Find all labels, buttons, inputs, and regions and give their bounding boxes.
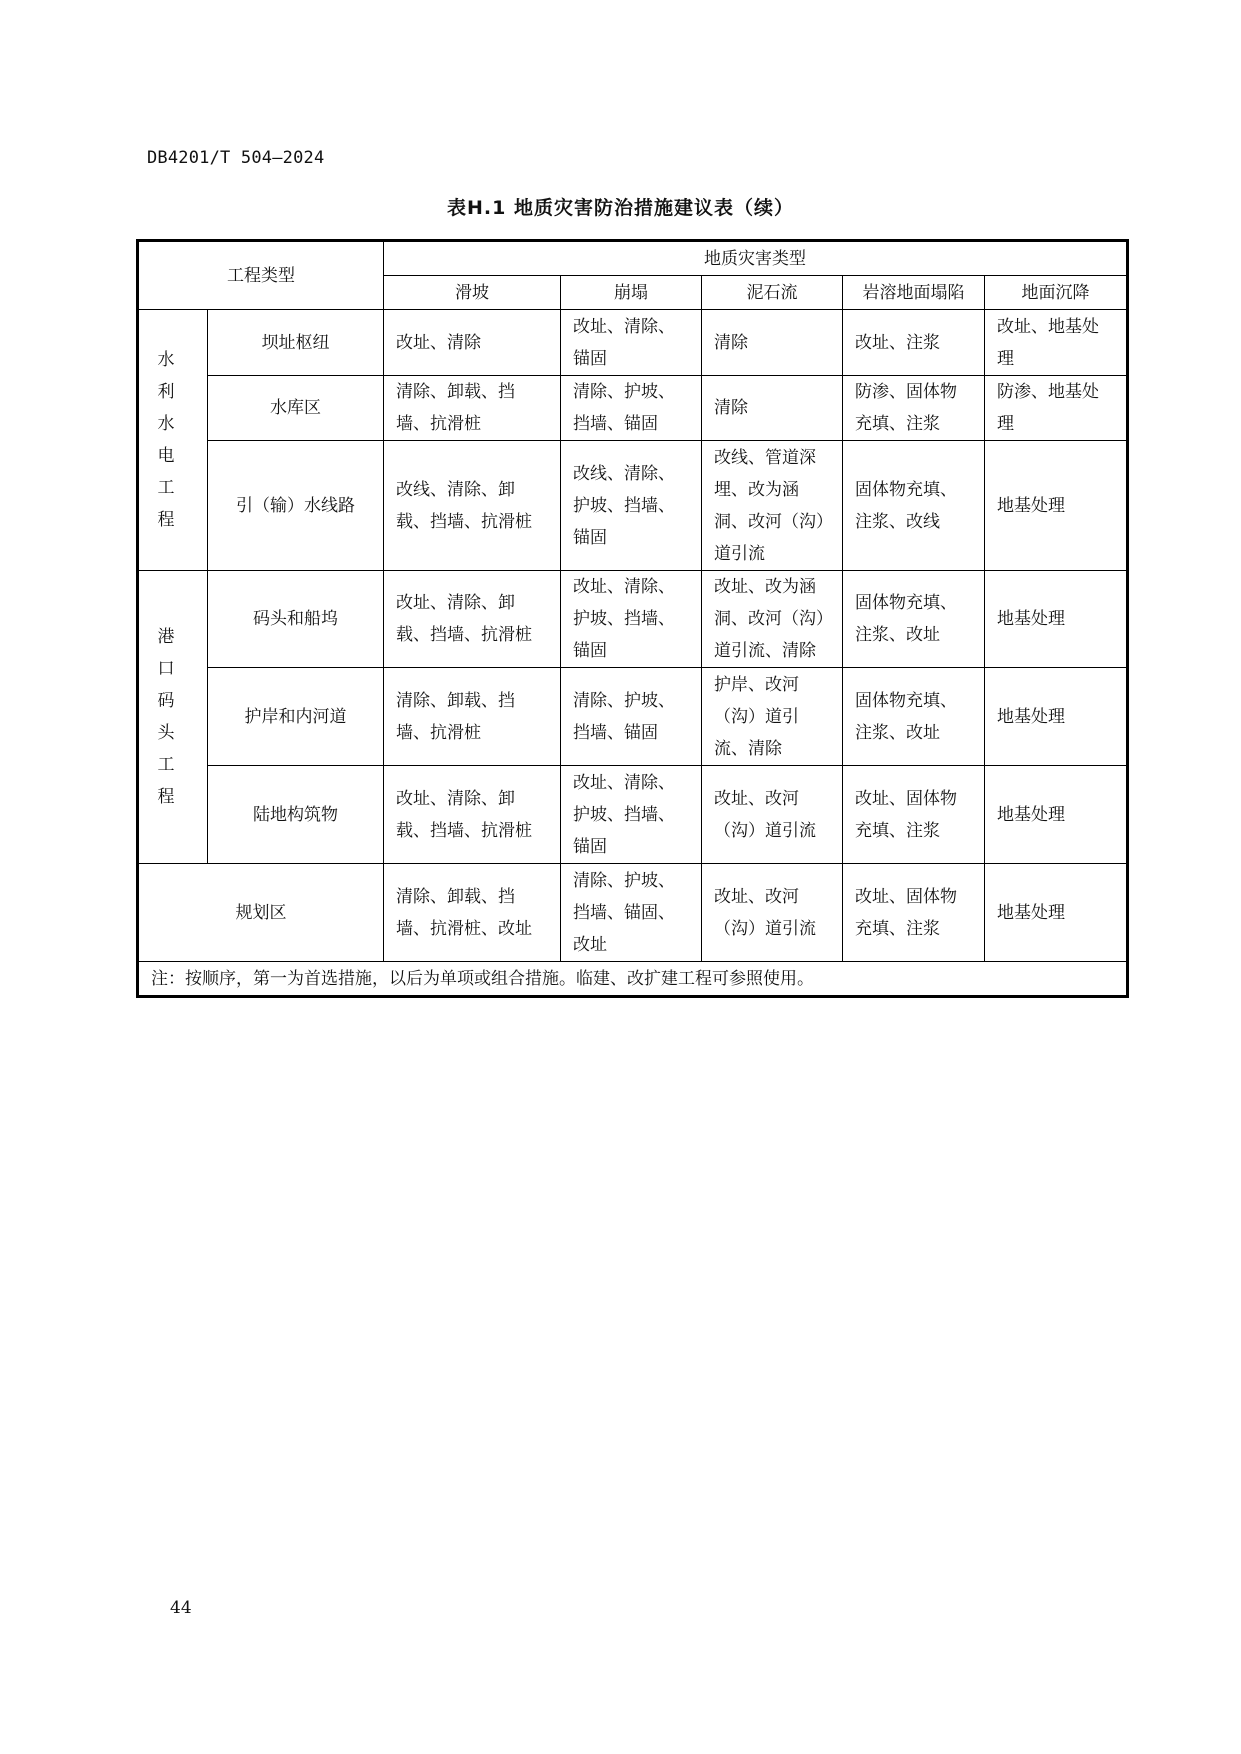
table-cell: 改址、清除、锚固: [561, 310, 702, 376]
table-row: [138, 571, 1128, 668]
table-row: [138, 668, 1128, 766]
table-row: [138, 310, 1128, 376]
table-cell: 改址、清除、护坡、挡墙、锚固: [561, 766, 702, 864]
table-cell: 改址、注浆: [843, 310, 985, 376]
table-cell: 清除、护坡、挡墙、锚固: [561, 376, 702, 441]
table-row: [138, 441, 1128, 571]
table-cell: 固体物充填、注浆、改线: [843, 441, 985, 571]
note-row: [138, 962, 1128, 997]
hazard-measures-table: [136, 239, 1129, 998]
table-row: [138, 376, 1128, 441]
table-cell: 地基处理: [985, 864, 1128, 962]
table-cell: 改址、清除: [384, 310, 561, 376]
table-cell: 清除: [702, 310, 843, 376]
table-cell: 改址、清除、护坡、挡墙、锚固: [561, 571, 702, 668]
table-cell: 防渗、固体物充填、注浆: [843, 376, 985, 441]
table-cell: 清除、卸载、挡墙、抗滑桩: [384, 668, 561, 766]
row-label: 坝址枢纽: [208, 310, 384, 376]
table-cell: 改址、固体物充填、注浆: [843, 864, 985, 962]
header-row-1: [138, 241, 1128, 276]
group-label-water: 水利水电工程: [138, 310, 208, 571]
table-cell: 护岸、改河（沟）道引流、清除: [702, 668, 843, 766]
table-cell: 改址、改河（沟）道引流: [702, 864, 843, 962]
table-cell: 改址、清除、卸载、挡墙、抗滑桩: [384, 571, 561, 668]
table-cell: 清除、卸载、挡墙、抗滑桩、改址: [384, 864, 561, 962]
table-cell: 改址、地基处理: [985, 310, 1128, 376]
hazard-type-header: 崩塌: [561, 276, 702, 310]
table-cell: 改址、改河（沟）道引流: [702, 766, 843, 864]
table-cell: 清除: [702, 376, 843, 441]
table-cell: 改线、清除、护坡、挡墙、锚固: [561, 441, 702, 571]
table-row: [138, 766, 1128, 864]
group-label-port: 港口码头工程: [138, 571, 208, 864]
table-row: [138, 864, 1128, 962]
document-code: DB4201/T 504—2024: [147, 148, 325, 168]
hazard-type-header: 岩溶地面塌陷: [843, 276, 985, 310]
table-cell: 改址、改为涵洞、改河（沟）道引流、清除: [702, 571, 843, 668]
row-label: 陆地构筑物: [208, 766, 384, 864]
hazard-type-header: 地面沉降: [985, 276, 1128, 310]
hazard-type-group-header: 地质灾害类型: [384, 241, 1128, 276]
row-label-planning: 规划区: [138, 864, 384, 962]
table-note: 注：按顺序，第一为首选措施，以后为单项或组合措施。临建、改扩建工程可参照使用。: [138, 962, 1128, 997]
table-caption: 表H.1 地质灾害防治措施建议表（续）: [447, 197, 794, 219]
engineering-type-header: 工程类型: [138, 241, 384, 310]
row-label: 码头和船坞: [208, 571, 384, 668]
table-cell: 地基处理: [985, 571, 1128, 668]
row-label: 引（输）水线路: [208, 441, 384, 571]
table-cell: 固体物充填、注浆、改址: [843, 668, 985, 766]
table-cell: 清除、卸载、挡墙、抗滑桩: [384, 376, 561, 441]
table-cell: 地基处理: [985, 766, 1128, 864]
table-cell: 地基处理: [985, 668, 1128, 766]
table-cell: 固体物充填、注浆、改址: [843, 571, 985, 668]
table-cell: 地基处理: [985, 441, 1128, 571]
table-cell: 改线、管道深埋、改为涵洞、改河（沟）道引流: [702, 441, 843, 571]
table-cell: 改线、清除、卸载、挡墙、抗滑桩: [384, 441, 561, 571]
row-label: 水库区: [208, 376, 384, 441]
row-label: 护岸和内河道: [208, 668, 384, 766]
table-cell: 防渗、地基处理: [985, 376, 1128, 441]
hazard-type-header: 滑坡: [384, 276, 561, 310]
table-cell: 改址、固体物充填、注浆: [843, 766, 985, 864]
table-cell: 改址、清除、卸载、挡墙、抗滑桩: [384, 766, 561, 864]
hazard-type-header: 泥石流: [702, 276, 843, 310]
page-number: 44: [170, 1598, 192, 1618]
table-cell: 清除、护坡、挡墙、锚固: [561, 668, 702, 766]
table-cell: 清除、护坡、挡墙、锚固、改址: [561, 864, 702, 962]
